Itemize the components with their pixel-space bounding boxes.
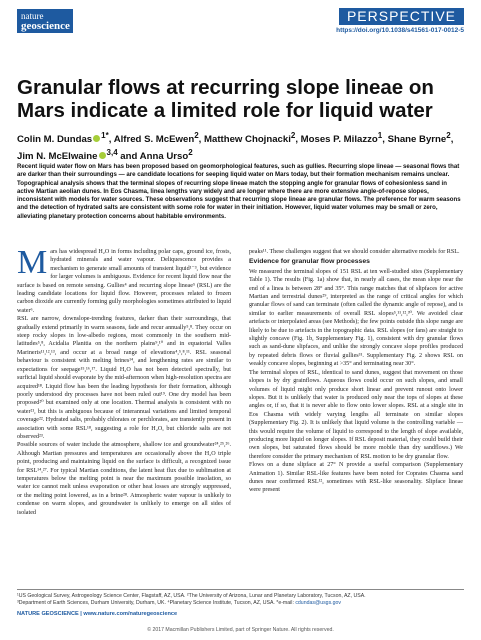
doi-link[interactable]: https://doi.org/10.1038/s41561-017-0012-5 <box>336 27 464 34</box>
body-paragraph: peaks¹¹. These challenges suggest that we should consider alternative models for RSL. <box>249 249 460 255</box>
author-list <box>17 129 464 163</box>
affiliation-line <box>17 600 464 607</box>
author-3[interactable]: , Matthew Chojnacki <box>198 134 291 146</box>
author-1-affil: 1* <box>101 131 109 140</box>
affiliation-text: ³Department of Earth Sciences, Durham University, Durham, UK. ⁴Planetary Science Institute, Tucson, AZ, USA. *e-mail: <box>17 600 296 606</box>
logo-line1: nature <box>21 11 44 21</box>
author-7[interactable]: and Anna Urso <box>117 151 189 163</box>
body-paragraph: Flows on a dune slipface at 27° N provide a useful comparison (Supplementary Animation 1). Similar RSL-like features have been noted for Coprates Chasma sand dunes near confirmed RSL¹², sometimes with RSL-like seasonality. Slipface lineae were present <box>249 462 463 494</box>
author-6[interactable]: , Jim N. McElwaine <box>17 134 454 163</box>
orcid-icon[interactable] <box>93 135 100 142</box>
intro-paragraph <box>17 244 231 315</box>
left-column <box>17 244 231 517</box>
author-5-affil: 2 <box>446 131 451 140</box>
author-1[interactable]: Colin M. Dundas <box>17 134 93 146</box>
author-6-affil: 3,4 <box>106 148 118 158</box>
author-2[interactable]: , Alfred S. McEwen <box>108 134 195 146</box>
body-paragraph: Possible sources of water include the atmosphere, shallow ice and groundwater²⁴,²⁵,²⁶. Although Martian pressures and temperatures are occasionally above the H₂O triple point, producing and maintaining liquid on the surface is difficult, a recognized issue for RSL¹⁴,²⁷. For typical Martian conditions, the latent heat flux due to sublimation at temperatures below the melting point is near the maximum possible insolation, so water ice cannot melt unless evaporation or other heat losses are strongly suppressed, or the melting point lowered, as in a brine²⁸. Atmospheric water vapour is unlikely to condense on warm slopes, and groundwater is unlikely to emerge on all sides of isolated <box>17 442 231 516</box>
section-heading: Evidence for granular flow processes <box>249 258 370 266</box>
drop-cap: M <box>17 244 48 281</box>
author-5[interactable]: , Shane Byrne <box>382 134 447 146</box>
journal-logo <box>17 9 73 33</box>
author-3-affil: 2 <box>290 131 296 140</box>
author-4-affil: 1 <box>377 131 383 140</box>
author-2-affil: 2 <box>194 131 199 140</box>
author-7-affil: 2 <box>188 148 193 158</box>
orcid-icon[interactable] <box>99 152 106 159</box>
article-title: Granular flows at recurring slope lineae on Mars indicate a limited role for liquid water <box>17 76 434 122</box>
body-paragraph: RSL are narrow, downslope-trending features, darker than their surroundings, that gradually extend primarily in warm seasons, fade and recur annually⁵,⁸. They occur on steep rocky slopes in low-albedo regions, most commonly in the southern mid-latitudes⁵,⁸, Acidalia Planitia on the northern plains⁹,¹⁰ and in equatorial Valles Marineris¹¹,¹²,¹³, and occur at a broad range of elevations⁴,⁵,⁸,¹¹. RSL seasonal behaviour is consistent with melting brines¹⁴, and lengthening rates are similar to expectations for seepage¹⁵,¹⁶,¹⁷. Liquid H₂O has not been detected spectrally, but surficial liquid should evaporate by the mid-afternoon when high-resolution spectra are acquired¹⁸. Liquid flow has been the leading hypothesis for their formation, although poorly understood dry processes have not been ruled out¹⁹. One dry model has been proposed²⁰ but examined only at one location. Thermal analysis is consistent with no water²¹, but this is ambiguous because of interannual variations and limited temporal coverage²². Hydrated salts, probably chlorates or perchlorates, are transiently present in association with some RSL¹⁸, suggesting a role for H₂O, but chloride salts are not observed²³. <box>17 316 231 440</box>
body-paragraph: We measured the terminal slopes of 151 RSL at ten well-studied sites (Supplementary Table 1). The results (Fig. 1a) show that, in nearly all cases, the mean slope near the end of a linea is between 28° and 35°. This range matches that of slipfaces for active Martian and terrestrial dunes²⁹, interpreted as the range of critical angles for which granular flows of sand can terminate (often called the dynamic angle of repose), and is similar to earlier measurements of overall RSL slopes⁵,¹¹,¹²,³⁰. We avoided clear artefacts or interpolated areas (see Methods); the few points outside this slope range are likely to be due to artefacts in the topographic data. RSL slopes (or fans) are straight to slightly concave (Fig. 1b, Supplementary Fig. 1), consistent with dry granular flows such as sand-dune slipfaces, and unlike the strongly concave slope profiles produced by repeated debris flows or fluvial gullies³¹. Supplementary Fig. 2 shows RSL on weakly concave slopes, beginning at >35° and terminating near 30°. <box>249 268 463 368</box>
article-type: PERSPECTIVE <box>339 8 464 25</box>
affiliation-line: ¹US Geological Survey, Astrogeology Science Center, Flagstaff, AZ, USA. ²The University of Arizona, Lunar and Planetary Laboratory, Tucson, AZ, USA. <box>17 593 366 599</box>
logo-line2: geoscience <box>21 20 70 32</box>
body-paragraph: The terminal slopes of RSL, identical to sand dunes, suggest that movement on those slopes is by dry grainflows. Aqueous flows could occur on such slopes, and small volumes of liquid might only produce short linear and prevent runout onto lower slopes. But it is unlikely that water is produced only near the tops of slopes at these angles or, if so, that it is never able to flow onto lower slopes. RSL at a single site in Eos Chasma with widely varying lengths all terminate on similar slopes (Supplementary Fig. 2). It is unlikely that liquid volume is the controlling variable — this would require the volume of liquid to correspond to the length of slope available, producing more liquid on longer slopes. If RSL deposit material, they could build their own slopes, but saturated flows should be more mobile than dry sandflows.) We therefore consider the primary mechanism of RSL motion to be dry granular flow. <box>249 369 463 460</box>
email-link[interactable]: cdundas@usgs.gov <box>295 600 341 606</box>
intro-text: ars has widespread H₂O in forms including polar caps, ground ice, frosts, hydrated minerals and water vapour. Deliquescence provides a mechanism to generate small amounts of transient liquid¹⁻³, but evidence for larger volumes is ambiguous. Evidence for recent liquid flow near the surface is based on remote sensing. Gullies⁴ and recurring slope lineae⁵ (RSL) are the leading candidate locations for liquid flow. However, processes related to frozen carbon dioxide are currently forming gully morphologies sometimes attributed to liquid water⁶. <box>17 249 231 314</box>
right-column <box>249 248 463 495</box>
copyright-notice: © 2017 Macmillan Publishers Limited, part of Springer Nature. All rights reserved. <box>147 627 334 633</box>
affiliations-footnote <box>17 589 464 607</box>
journal-footer: NATURE GEOSCIENCE | www.nature.com/naturegeoscience <box>17 611 178 617</box>
author-4[interactable]: , Moses P. Milazzo <box>295 134 378 146</box>
abstract: Recent liquid water flow on Mars has been proposed based on geomorphological features, such as gullies. Recurring slope lineae — seasonal flows that are darker than their surroundings — are candidate locations for seeping liquid water on Mars today, but their formation mechanism remains unclear. Topographical analysis shows that the terminal slopes of recurring slope lineae match the stopping angle for granular flows of cohesionless sand in active Martian aeolian dunes. In Eos Chasma, linea lengths vary widely and are longer where there are more extensive angle-of-repose slopes, inconsistent with models for water sources. These observations suggest that recurring slope lineae are granular flows. The preference for warm seasons and the detection of hydrated salts are consistent with some role for water in their initiation. However, liquid water volumes may be small or zero, alleviating planetary protection concerns about habitable environments. <box>17 163 461 220</box>
